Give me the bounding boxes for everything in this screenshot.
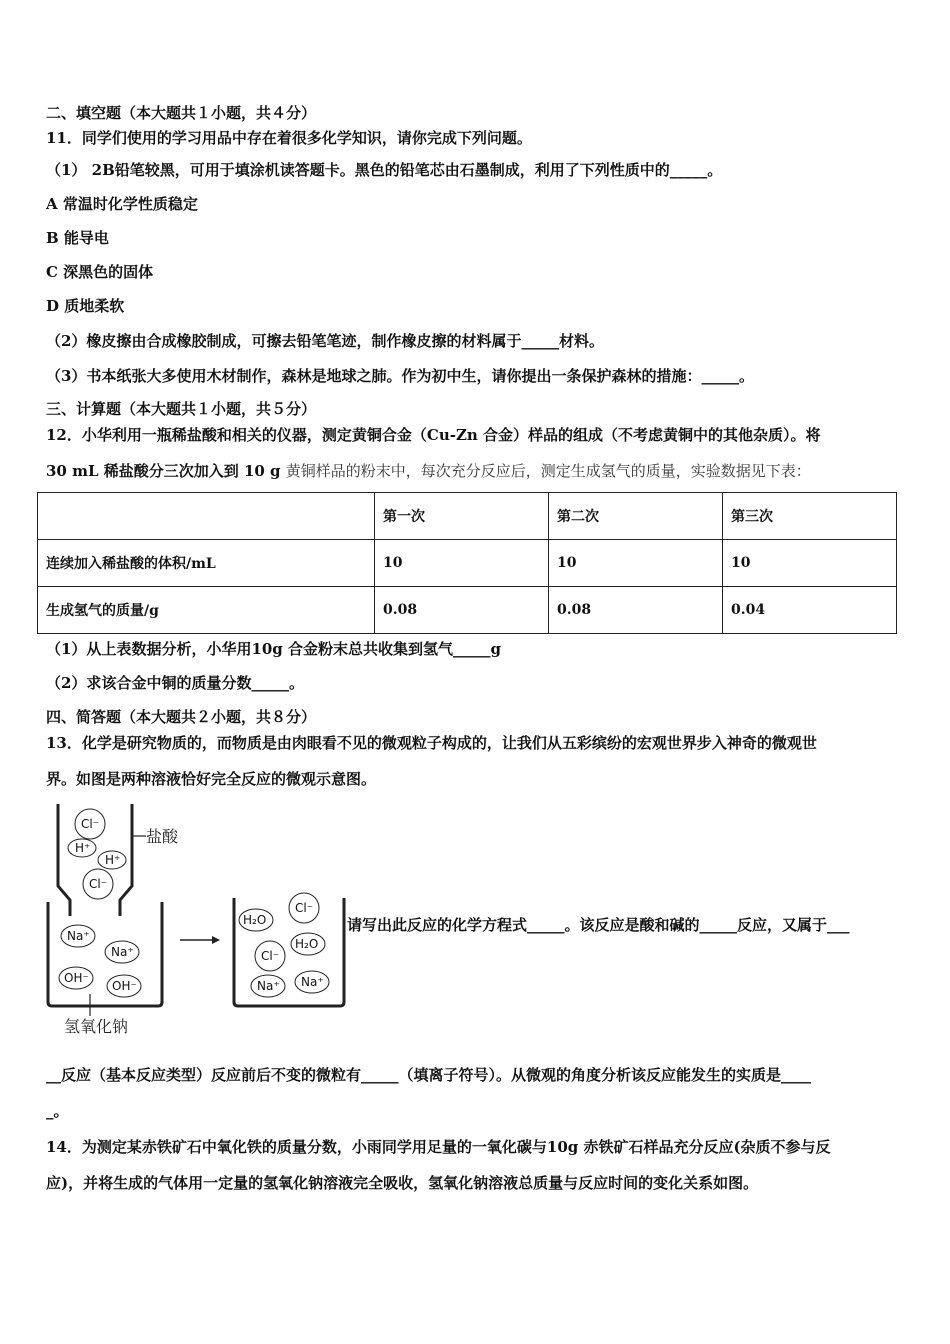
- q12-part1: （1）从上表数据分析，小华用10g 合金粉末总共收集到氢气_____g: [46, 640, 502, 658]
- q12-stem-line2: [46, 461, 811, 481]
- table-header-cell: [38, 493, 375, 540]
- ion-na: Na⁺: [111, 945, 134, 959]
- section-3-heading: 三、计算题（本大题共１小题，共５分）: [46, 400, 317, 418]
- q11-part3: （3）书本纸张大多使用木材制作，森林是地球之肺。作为初中生，请你提出一条保护森林的措施：_____。: [46, 367, 754, 385]
- q13-side-text: 请写出此反应的化学方程式_____。该反应是酸和碱的_____反应，又属于___: [347, 916, 850, 934]
- table-cell: 0.08: [549, 587, 723, 634]
- q11-stem: 11．同学们使用的学习用品中存在着很多化学知识，请你完成下列问题。: [46, 129, 532, 147]
- molecule-h2o: H₂O: [295, 937, 319, 951]
- ion-h: H⁺: [75, 841, 91, 855]
- q12-stem-line2-bold: 30 mL 稀盐酸分三次加入到 10 g: [46, 462, 281, 480]
- label-acid: 盐酸: [146, 827, 179, 846]
- section-4-heading: 四、简答题（本大题共２小题，共８分）: [46, 708, 317, 726]
- ion-cl: Cl⁻: [81, 817, 100, 831]
- table-row: [38, 587, 897, 634]
- label-base: 氢氧化钠: [64, 1017, 129, 1036]
- table-cell: 10: [723, 540, 897, 587]
- neutralization-diagram: [40, 798, 350, 1038]
- ion-cl: Cl⁻: [261, 949, 280, 963]
- q13-stem-line2: 界。如图是两种溶液恰好完全反应的微观示意图。: [46, 770, 377, 788]
- q13-stem-line1: 13．化学是研究物质的，而物质是由肉眼看不见的微观粒子构成的，让我们从五彩缤纷的宏观世界步入神奇的微观世: [46, 734, 817, 752]
- q14-stem-line1: 14．为测定某赤铁矿石中氧化铁的质量分数，小雨同学用足量的一氧化碳与10g 赤铁矿石样品充分反应(杂质不参与反: [46, 1138, 831, 1156]
- molecule-h2o: H₂O: [243, 913, 267, 927]
- ion-na: Na⁺: [301, 975, 324, 989]
- q11-option-a: A 常温时化学性质稳定: [46, 195, 198, 213]
- table-header-row: [38, 493, 897, 540]
- q11-part1: （1） 2B铅笔较黑，可用于填涂机读答题卡。黑色的铅笔芯由石墨制成，利用了下列性质中的_____。: [46, 161, 723, 179]
- acid-ions: [68, 809, 126, 899]
- table-header-cell: 第二次: [549, 493, 723, 540]
- ion-oh: OH⁻: [112, 979, 137, 993]
- table-cell: 连续加入稀盐酸的体积/mL: [38, 540, 375, 587]
- table-cell: 0.08: [375, 587, 549, 634]
- q12-stem-line1: 12．小华利用一瓶稀盐酸和相关的仪器，测定黄铜合金（Cu-Zn 合金）样品的组成（不考虑黄铜中的其他杂质）。将: [46, 426, 821, 444]
- table-cell: 10: [375, 540, 549, 587]
- hydrogen-data-table: [37, 492, 897, 634]
- table-cell: 10: [549, 540, 723, 587]
- q11-option-d: D 质地柔软: [46, 297, 125, 315]
- q13-continuation: __反应（基本反应类型）反应前后不变的微粒有_____（填离子符号）。从微观的角度分析该反应能发生的实质是____: [46, 1066, 812, 1084]
- arrow-icon: [180, 936, 220, 944]
- ion-cl: Cl⁻: [295, 901, 314, 915]
- ion-oh: OH⁻: [64, 971, 89, 985]
- table-row: [38, 540, 897, 587]
- q13-continuation-end: _。: [46, 1102, 69, 1120]
- q11-option-c: C 深黑色的固体: [46, 263, 154, 281]
- section-2-heading: 二、填空题（本大题共１小题，共４分）: [46, 104, 317, 122]
- q12-part2: （2）求该合金中铜的质量分数_____。: [46, 674, 304, 692]
- ion-na: Na⁺: [257, 979, 280, 993]
- ion-h: H⁺: [105, 853, 121, 867]
- ion-na: Na⁺: [67, 929, 90, 943]
- q14-stem-line2: 应)，并将生成的气体用一定量的氢氧化钠溶液完全吸收，氢氧化钠溶液总质量与反应时间的变化关系如图。: [46, 1174, 759, 1192]
- q11-part2: （2）橡皮擦由合成橡胶制成，可擦去铅笔笔迹，制作橡皮擦的材料属于_____材料。: [46, 332, 604, 350]
- q11-option-b: B 能导电: [46, 229, 109, 247]
- table-header-cell: 第一次: [375, 493, 549, 540]
- base-ions: [59, 925, 141, 997]
- ion-cl: Cl⁻: [89, 877, 108, 891]
- table-cell: 0.04: [723, 587, 897, 634]
- q12-stem-line2-normal: 黄铜样品的粉末中，每次充分反应后，测定生成氢气的质量，实验数据见下表：: [285, 462, 811, 480]
- table-cell: 生成氢气的质量/g: [38, 587, 375, 634]
- table-header-cell: 第三次: [723, 493, 897, 540]
- product-particles: [239, 893, 329, 997]
